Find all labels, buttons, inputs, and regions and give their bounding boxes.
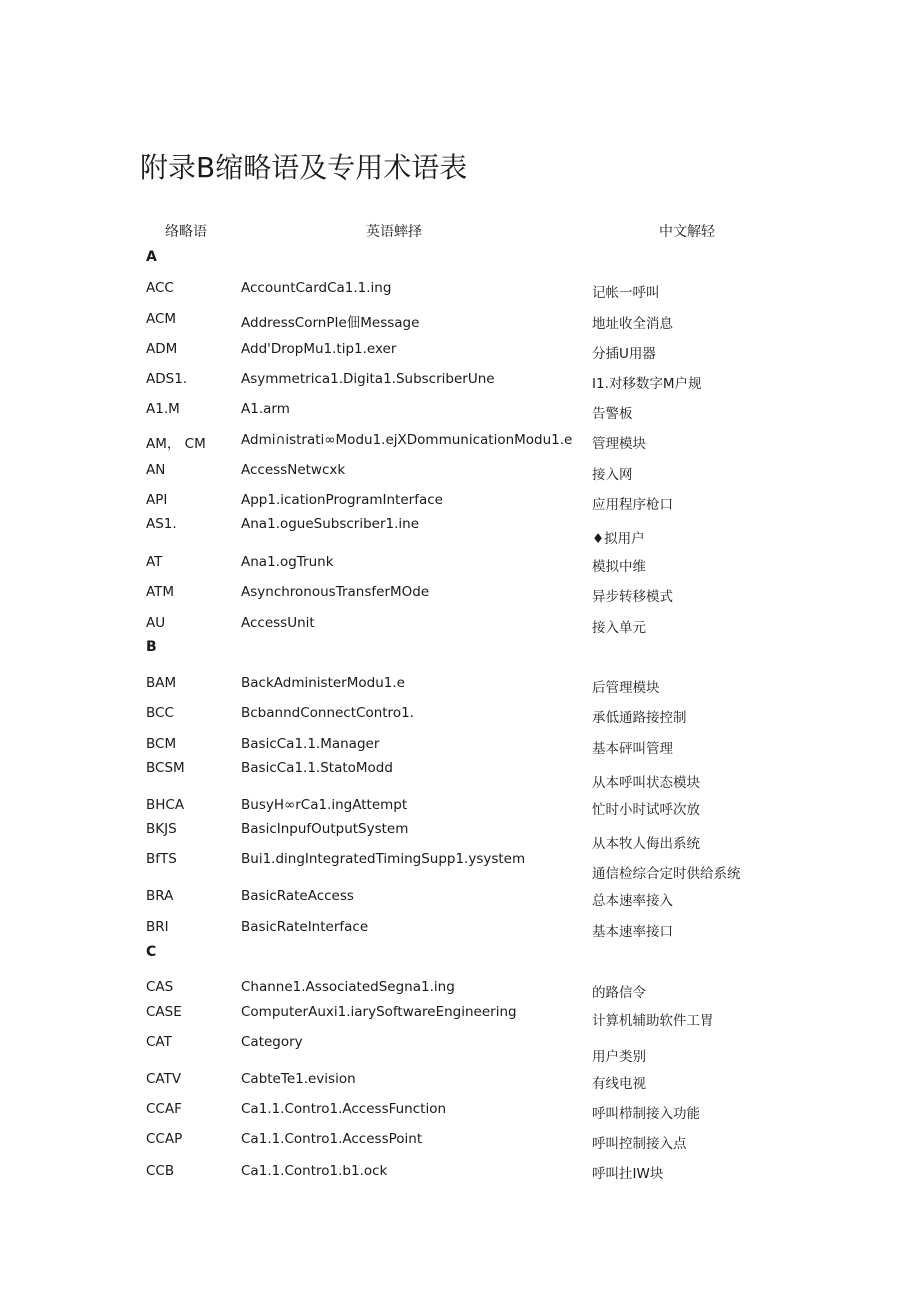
row-english: BasicRateInterface — [241, 919, 369, 935]
row-abbreviation: AS1. — [146, 516, 177, 532]
row-abbreviation: BKJS — [146, 821, 177, 837]
row-english: BcbanndConnectContro1. — [241, 705, 414, 721]
section-letter-c: C — [146, 944, 157, 960]
row-english: Category — [241, 1034, 303, 1050]
row-abbreviation: BCSM — [146, 760, 185, 776]
row-chinese: 基本速率接口 — [592, 924, 673, 940]
row-english: CabteTe1.evision — [241, 1071, 356, 1087]
row-chinese: 接入单元 — [592, 620, 646, 636]
row-english: AddressCornPIe佃Message — [241, 315, 420, 331]
column-header-chinese: 中文解轻 — [659, 224, 715, 240]
row-abbreviation: CCAP — [146, 1131, 183, 1147]
row-abbreviation: BAM — [146, 675, 177, 691]
row-abbreviation: AT — [146, 554, 163, 570]
row-chinese: 忙时小时试呼次放 — [592, 802, 700, 818]
row-abbreviation: AM， CM — [146, 436, 206, 452]
row-english: Ca1.1.Contro1.AccessPoint — [241, 1131, 423, 1147]
row-chinese: 后管理模块 — [592, 680, 660, 696]
row-english: BasicCa1.1.Manager — [241, 736, 380, 752]
row-chinese: 呼叫栉制接入功能 — [592, 1106, 700, 1122]
row-chinese: 接入网 — [592, 467, 633, 483]
row-english: BasicInpufOutputSystem — [241, 821, 409, 837]
row-english: AccessNetwcxk — [241, 462, 346, 478]
row-chinese: 管理模块 — [592, 436, 646, 452]
row-chinese: 呼叫扗IW块 — [592, 1166, 664, 1182]
row-chinese: 计算机辅助软件工胃 — [592, 1013, 714, 1029]
row-chinese: 承低通路接控制 — [592, 710, 687, 726]
section-letter-a: A — [146, 249, 157, 265]
row-abbreviation: ACM — [146, 311, 177, 327]
row-chinese: 地址收全消息 — [592, 316, 673, 332]
row-abbreviation: BCM — [146, 736, 177, 752]
row-abbreviation: BRA — [146, 888, 174, 904]
row-chinese: 的路信令 — [592, 985, 646, 1001]
row-abbreviation: A1.M — [146, 401, 180, 417]
row-english: BasicCa1.1.StatoModd — [241, 760, 393, 776]
row-english: Admi∩istrati∞Modu1.ejXDommunicationModu1.e — [241, 432, 573, 448]
row-chinese: ♦拟用户 — [592, 531, 645, 547]
row-chinese: 异步转移模式 — [592, 589, 673, 605]
row-chinese: 模拟中维 — [592, 559, 646, 575]
row-abbreviation: ADS1. — [146, 371, 188, 387]
row-abbreviation: AU — [146, 615, 166, 631]
row-english: Ca1.1.Contro1.b1.ock — [241, 1163, 388, 1179]
row-english: Ana1.ogTrunk — [241, 554, 334, 570]
row-abbreviation: ADM — [146, 341, 178, 357]
row-english: A1.arm — [241, 401, 290, 417]
row-chinese: 用户类别 — [592, 1049, 646, 1065]
row-english: AccessUnit — [241, 615, 315, 631]
row-chinese: 应用程序枪口 — [592, 497, 673, 513]
row-english: Asymmetrica1.Digita1.SubscriberUne — [241, 371, 495, 387]
row-chinese: 总本速率接入 — [592, 893, 673, 909]
row-english: BasicRateAccess — [241, 888, 354, 904]
row-chinese: 呼叫控制接入点 — [592, 1136, 687, 1152]
row-abbreviation: BCC — [146, 705, 174, 721]
row-chinese: 基本砰叫管理 — [592, 741, 673, 757]
row-abbreviation: CATV — [146, 1071, 182, 1087]
row-english: Add'DropMu1.tip1.exer — [241, 341, 397, 357]
row-abbreviation: BHCA — [146, 797, 185, 813]
row-abbreviation: ATM — [146, 584, 175, 600]
row-abbreviation: BRI — [146, 919, 169, 935]
row-english: BusyH∞rCa1.ingAttempt — [241, 797, 408, 813]
row-chinese: 告警板 — [592, 406, 633, 422]
row-abbreviation: CASE — [146, 1004, 182, 1020]
row-chinese: 记帐一呼叫 — [592, 285, 660, 301]
row-abbreviation: CCAF — [146, 1101, 182, 1117]
column-header-english: 英语蟀择 — [366, 224, 422, 240]
row-abbreviation: BfTS — [146, 851, 177, 867]
row-abbreviation: AN — [146, 462, 166, 478]
row-english: BackAdministerModu1.e — [241, 675, 405, 691]
row-english: AsynchronousTransferMOde — [241, 584, 430, 600]
row-abbreviation: API — [146, 492, 168, 508]
section-letter-b: B — [146, 639, 157, 655]
row-chinese: 从本呼叫状态模块 — [592, 775, 700, 791]
row-abbreviation: ACC — [146, 280, 174, 296]
page-title: 附录B缩略语及专用术语表 — [140, 151, 468, 184]
row-english: Bui1.dingIntegratedTimingSupp1.ysystem — [241, 851, 526, 867]
row-abbreviation: CAT — [146, 1034, 172, 1050]
row-abbreviation: CAS — [146, 979, 174, 995]
row-chinese: 从本牧人侮出系统 — [592, 836, 700, 852]
row-chinese: 分插U用器 — [592, 346, 656, 362]
row-english: Ca1.1.Contro1.AccessFunction — [241, 1101, 447, 1117]
row-english: ComputerAuxi1.iarySoftwareEngineering — [241, 1004, 517, 1020]
column-header-abbreviation: 络略语 — [165, 224, 207, 240]
row-english: App1.icationProgramInterface — [241, 492, 443, 508]
row-english: Channe1.AssociatedSegna1.ing — [241, 979, 455, 995]
row-chinese: I1.对移数字M户规 — [592, 376, 702, 392]
row-chinese: 有线电视 — [592, 1076, 646, 1092]
row-abbreviation: CCB — [146, 1163, 175, 1179]
row-chinese: 通信检综合定时供给系统 — [592, 866, 741, 882]
row-english: AccountCardCa1.1.ing — [241, 280, 392, 296]
row-english: Ana1.ogueSubscriber1.ine — [241, 516, 420, 532]
